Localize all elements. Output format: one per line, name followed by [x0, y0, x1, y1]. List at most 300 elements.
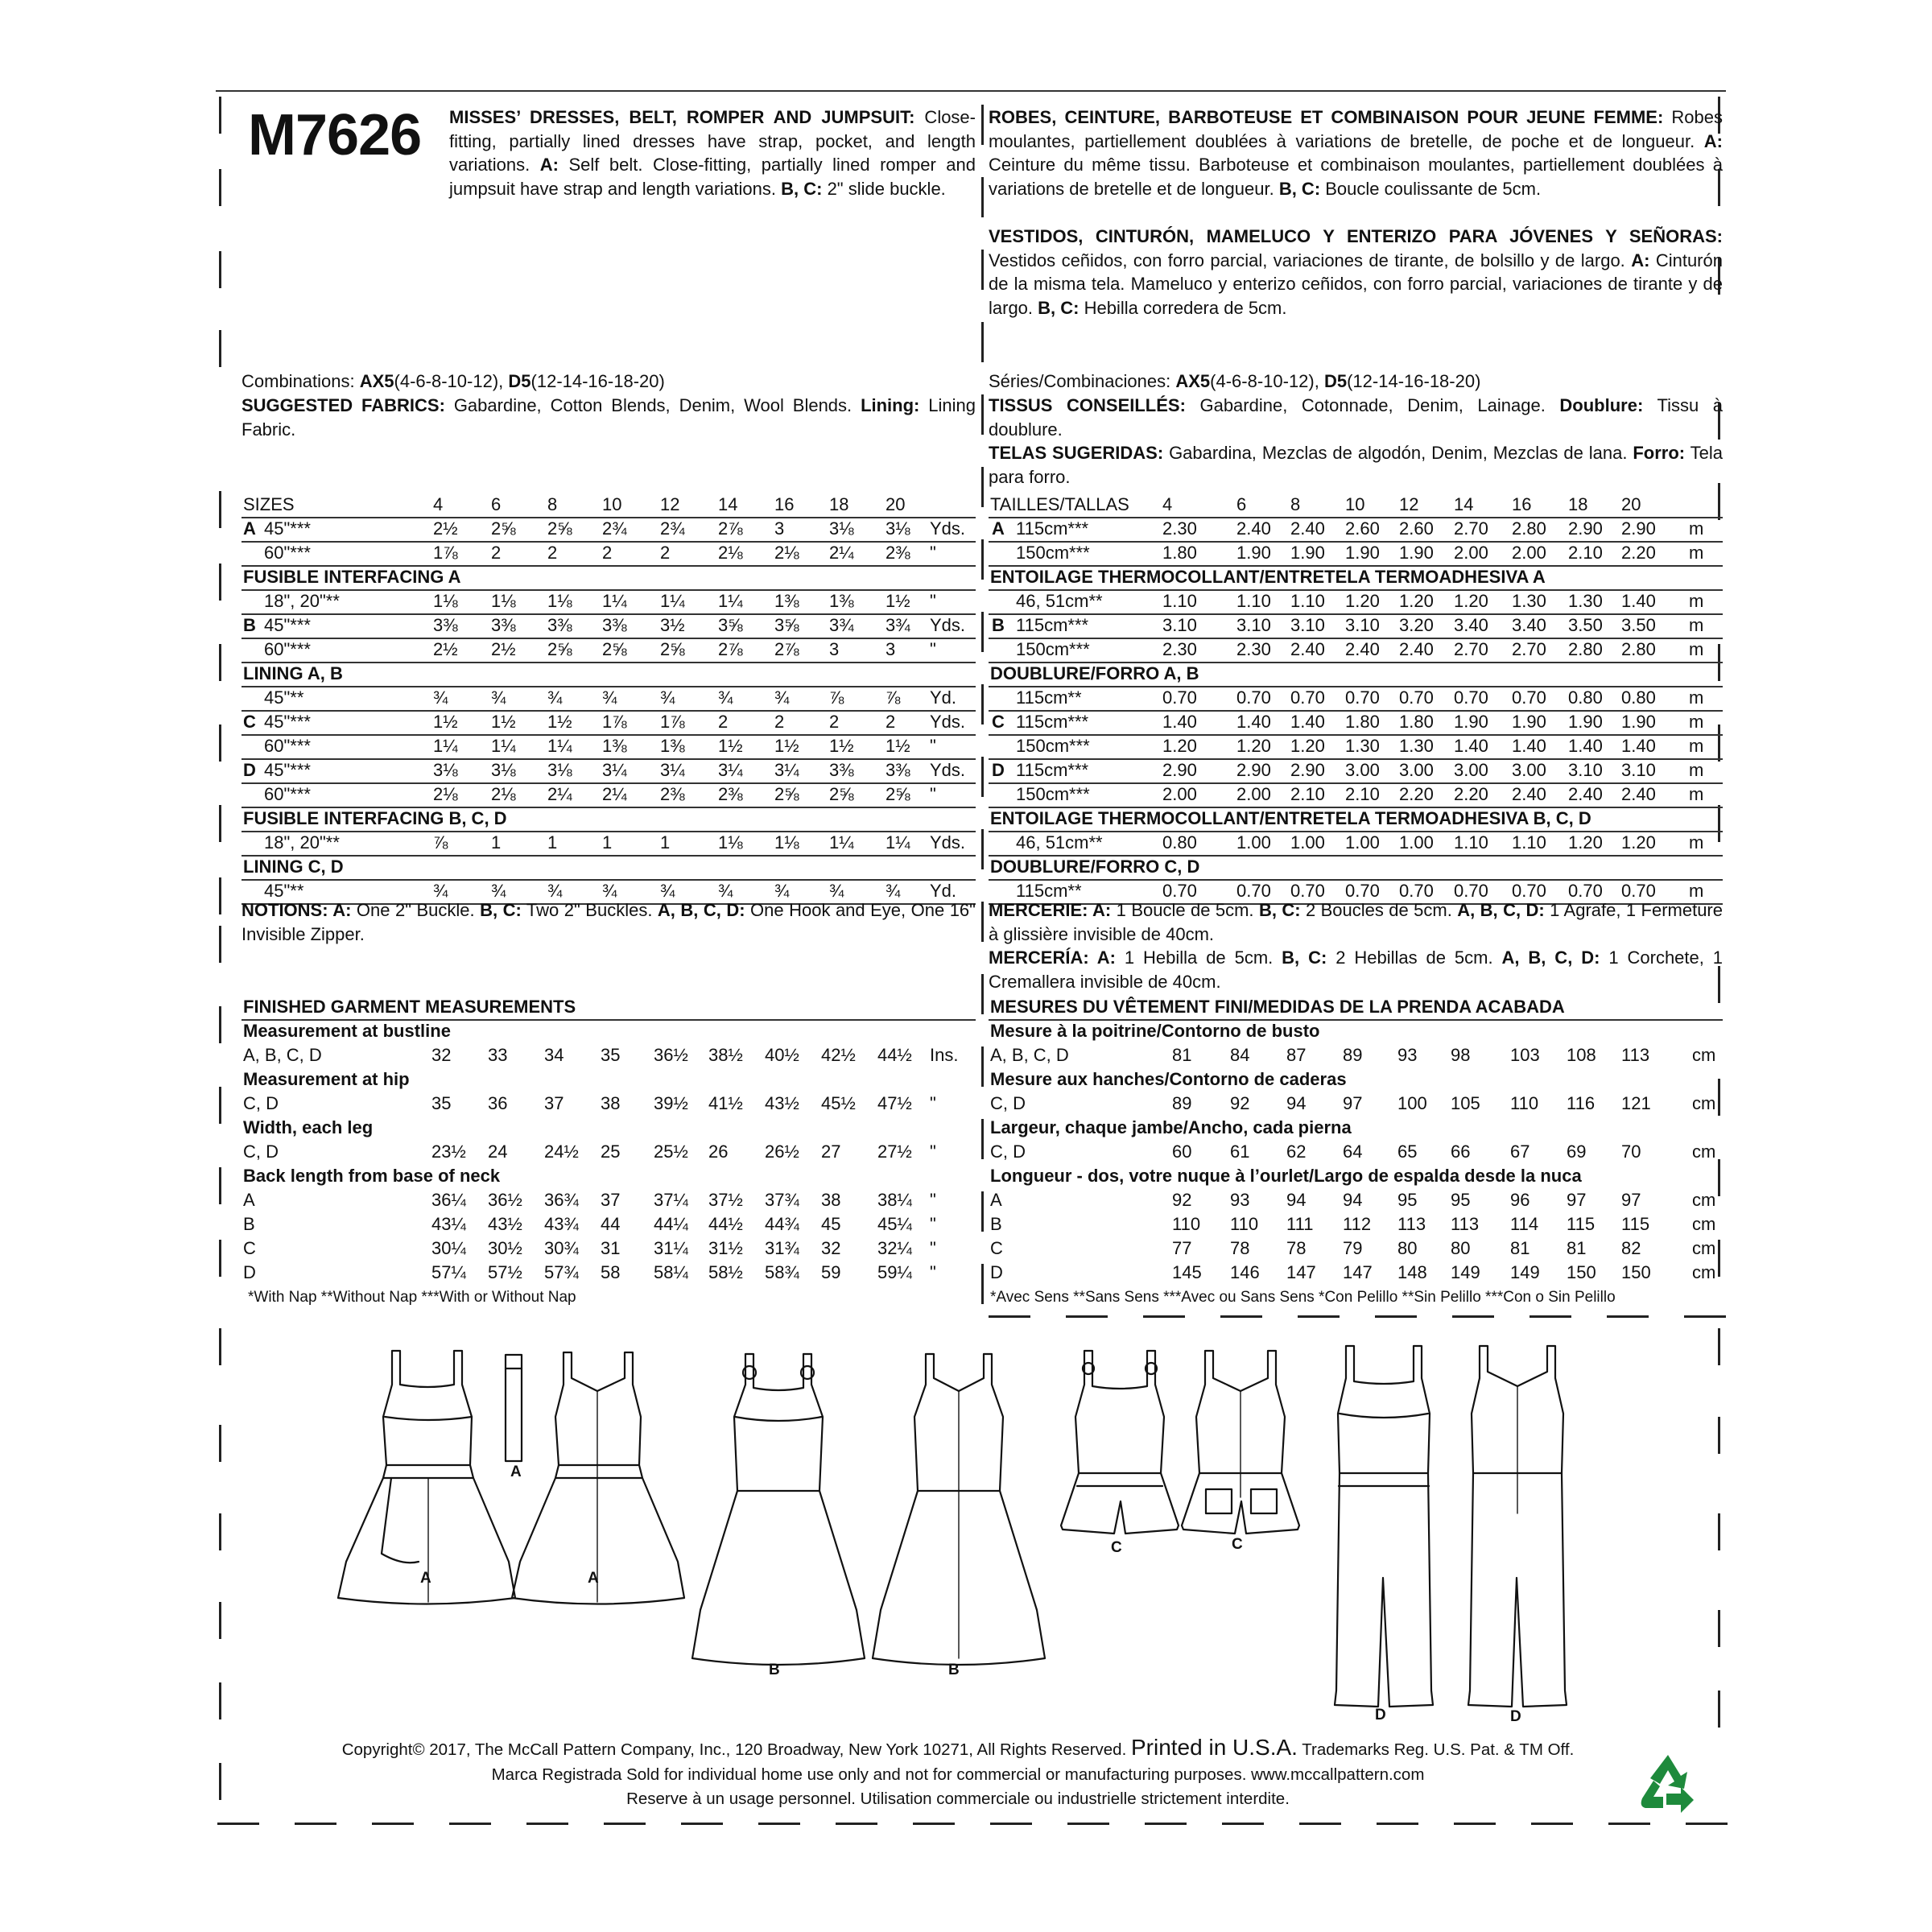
unit: m: [1689, 881, 1704, 901]
measurement-subhead: Mesure aux hanches/Contorno de caderas: [990, 1069, 1347, 1089]
measurement-cell: 61: [1230, 1141, 1250, 1162]
measurement-cell: 95: [1397, 1190, 1418, 1210]
yardage-cell: 1.80: [1399, 712, 1434, 732]
measurement-cell: 25: [601, 1141, 621, 1162]
measurement-cell: 33: [488, 1045, 508, 1065]
size-header-cell: 6: [1236, 494, 1247, 514]
bold-label: MISSES’ DRESSES, BELT, ROMPER AND JUMPSUIT:: [449, 107, 915, 127]
yardage-cell: 2.40: [1290, 639, 1325, 659]
view-letter: C: [243, 712, 256, 732]
fabric-width: 60"***: [264, 784, 311, 804]
measurement-cell: 45¼: [877, 1214, 912, 1234]
measurement-cell: 94: [1286, 1190, 1307, 1210]
yardage-cell: 1.20: [1236, 736, 1271, 756]
yardage-cell: 3⅜: [886, 760, 910, 780]
yardage-cell: 1.10: [1290, 591, 1325, 611]
yardage-cell: 2: [829, 712, 840, 732]
measurement-cell: 105: [1451, 1093, 1480, 1113]
yardage-subhead: DOUBLURE/FORRO C, D: [990, 857, 1200, 877]
yardage-cell: 2⅜: [660, 784, 685, 804]
bold-label: AX5: [1175, 371, 1211, 391]
measurement-cell: 149: [1451, 1262, 1480, 1282]
yardage-cell: 2⅝: [547, 518, 572, 539]
unit: ": [930, 639, 936, 659]
yardage-cell: 2⅛: [433, 784, 458, 804]
measurement-cell: 113: [1621, 1045, 1650, 1065]
yardage-cell: 3¾: [886, 615, 910, 635]
bold-label: MERCERÍA: A:: [989, 947, 1116, 968]
unit: ": [930, 1190, 936, 1210]
unit: ": [930, 591, 936, 611]
measurement-cell: 110: [1172, 1214, 1201, 1234]
view-a-back-dress: [512, 1352, 684, 1604]
yardage-cell: 1.00: [1290, 832, 1325, 852]
bold-label: TELAS SUGERIDAS:: [989, 443, 1164, 463]
bold-label: B, C:: [1282, 947, 1327, 968]
measurement-cell: 57¼: [431, 1262, 466, 1282]
yardage-cell: ¾: [491, 687, 506, 708]
text-segment: Séries/Combinaciones:: [989, 371, 1176, 391]
measurement-subhead: Back length from base of neck: [243, 1166, 501, 1186]
bold-label: D5: [508, 371, 531, 391]
yardage-subhead: FUSIBLE INTERFACING A: [243, 567, 461, 587]
yardage-cell: 2⅜: [718, 784, 743, 804]
size-header-cell: 18: [829, 494, 849, 514]
bold-label: A, B, C, D:: [1457, 900, 1545, 920]
view-label: C, D: [243, 1093, 279, 1113]
measurement-cell: 37: [601, 1190, 621, 1210]
measurement-cell: 43½: [488, 1214, 522, 1234]
yardage-cell: 2¼: [602, 784, 627, 804]
yardage-cell: 2: [660, 543, 671, 563]
bold-label: AX5: [359, 371, 394, 391]
view-label-b-back: B: [948, 1662, 960, 1678]
yardage-cell: 1½: [433, 712, 458, 732]
fabric-width: 60"***: [264, 543, 311, 563]
yardage-cell: 1½: [547, 712, 572, 732]
yardage-cell: 1⅞: [660, 712, 685, 732]
fabric-width: 150cm***: [1016, 543, 1090, 563]
unit: Yds.: [930, 832, 966, 852]
yardage-cell: 1¼: [660, 591, 685, 611]
fabric-width: 46, 51cm**: [1016, 832, 1103, 852]
measurement-cell: 36: [488, 1093, 508, 1113]
yardage-cell: 1½: [886, 736, 910, 756]
yardage-cell: 2⅜: [886, 543, 910, 563]
text-segment: Gabardine, Cotton Blends, Denim, Wool Blends.: [444, 395, 861, 415]
yardage-cell: 2.90: [1568, 518, 1603, 539]
measurement-cell: 30¼: [431, 1238, 466, 1258]
view-letter: D: [243, 760, 256, 780]
yardage-cell: 2.80: [1568, 639, 1603, 659]
yardage-cell: 2.90: [1236, 760, 1271, 780]
measurement-cell: 115: [1567, 1214, 1596, 1234]
yardage-cell: 1.90: [1290, 543, 1325, 563]
yardage-cell: 3¼: [602, 760, 627, 780]
yardage-cell: 1⅜: [774, 591, 799, 611]
unit: m: [1689, 760, 1704, 780]
yardage-cell: 1.20: [1345, 591, 1380, 611]
view-letter: C: [992, 712, 1005, 732]
yardage-cell: 1⅛: [433, 591, 458, 611]
measurement-cell: 44: [601, 1214, 621, 1234]
fabric-width: 115cm***: [1016, 712, 1089, 732]
view-label: C: [243, 1238, 256, 1258]
text-segment: Tissu à doublure.: [989, 395, 1723, 440]
text-segment: 2" slide buckle.: [822, 178, 946, 199]
view-label-a-belt: A: [510, 1463, 522, 1480]
text-segment: Gabardina, Mezclas de algodón, Denim, Mezclas de lana.: [1163, 443, 1633, 463]
footnote-fr: *Avec Sens **Sans Sens ***Avec ou Sans Sens *Con Pelillo **Sin Pelillo ***Con o Sin Pelillo: [990, 1289, 1616, 1306]
measurement-cell: 57½: [488, 1262, 522, 1282]
bold-label: B, C:: [480, 900, 522, 920]
yardage-cell: 2⅝: [547, 639, 572, 659]
yardage-cell: 3⅛: [547, 760, 572, 780]
yardage-cell: 0.80: [1568, 687, 1603, 708]
measurement-cell: 145: [1172, 1262, 1202, 1282]
yardage-cell: 2.30: [1162, 518, 1197, 539]
measurement-cell: 67: [1510, 1141, 1530, 1162]
yardage-cell: 1.30: [1399, 736, 1434, 756]
view-label-d-front: D: [1375, 1707, 1386, 1724]
view-label-b-front: B: [769, 1662, 780, 1678]
yardage-cell: ¾: [602, 881, 617, 901]
measurement-cell: 147: [1343, 1262, 1373, 1282]
measurement-cell: 114: [1510, 1214, 1539, 1234]
size-header-cell: 4: [433, 494, 444, 514]
yardage-cell: 2⅝: [491, 518, 516, 539]
measurement-cell: 58½: [708, 1262, 743, 1282]
text-segment: Tela para forro.: [989, 443, 1723, 487]
yardage-cell: 0.80: [1162, 832, 1197, 852]
yardage-cell: ⅞: [829, 687, 844, 708]
view-a-front-dress: [338, 1351, 515, 1604]
size-header-cell: 12: [660, 494, 680, 514]
yardage-cell: ⅞: [886, 687, 901, 708]
measurement-cell: 60: [1172, 1141, 1192, 1162]
unit: ": [930, 1093, 936, 1113]
fabric-width: 115cm**: [1016, 687, 1082, 708]
yardage-cell: 1¼: [602, 591, 627, 611]
view-label: C, D: [243, 1141, 279, 1162]
yardage-cell: 2.70: [1454, 518, 1488, 539]
size-header-cell: 20: [886, 494, 906, 514]
measurement-cell: 57¾: [544, 1262, 579, 1282]
yardage-cell: 2⅞: [774, 639, 799, 659]
yardage-cell: 1.90: [1621, 712, 1656, 732]
unit: Yds.: [930, 760, 966, 780]
yardage-cell: ¾: [660, 687, 675, 708]
measurement-cell: 23½: [431, 1141, 466, 1162]
measurement-cell: 38: [821, 1190, 841, 1210]
yardage-cell: 1.90: [1345, 543, 1380, 563]
fabric-width: 45"***: [264, 760, 311, 780]
yardage-cell: 0.70: [1236, 687, 1271, 708]
measurement-cell: 93: [1397, 1045, 1418, 1065]
yardage-cell: 1¼: [718, 591, 743, 611]
unit: m: [1689, 591, 1704, 611]
yardage-cell: 1.90: [1236, 543, 1271, 563]
measurement-cell: 35: [431, 1093, 452, 1113]
measurement-cell: 59: [821, 1262, 841, 1282]
size-header-cell: 16: [774, 494, 795, 514]
measurement-cell: 89: [1343, 1045, 1363, 1065]
measurement-cell: 44½: [877, 1045, 912, 1065]
yardage-cell: 1¼: [886, 832, 910, 852]
yardage-cell: 1.10: [1512, 832, 1546, 852]
measurement-cell: 66: [1451, 1141, 1471, 1162]
yardage-cell: 3.10: [1345, 615, 1380, 635]
yardage-cell: 3⅜: [433, 615, 458, 635]
yardage-cell: 2.00: [1512, 543, 1546, 563]
yardage-cell: 1⅜: [602, 736, 627, 756]
measurement-cell: 62: [1286, 1141, 1307, 1162]
yardage-cell: ¾: [491, 881, 506, 901]
measurement-cell: 59¼: [877, 1262, 912, 1282]
yardage-cell: 2½: [433, 639, 458, 659]
yardage-cell: 1.30: [1512, 591, 1546, 611]
measurement-cell: 94: [1343, 1190, 1363, 1210]
measurement-cell: 37¾: [765, 1190, 799, 1210]
yardage-subhead: LINING C, D: [243, 857, 344, 877]
yardage-cell: 1.30: [1345, 736, 1380, 756]
yardage-cell: 1.40: [1512, 736, 1546, 756]
text-segment: Robes moulantes, partiellement doublées à variations de bretelle, de poche et de longueur.: [989, 107, 1723, 151]
yardage-cell: 2⅝: [886, 784, 910, 804]
measurement-cell: 110: [1230, 1214, 1259, 1234]
bold-label: SUGGESTED FABRICS:: [242, 395, 445, 415]
yardage-cell: 2¼: [829, 543, 854, 563]
text-segment: Gabardine, Cotonnade, Denim, Lainage.: [1185, 395, 1560, 415]
yardage-cell: 2.00: [1236, 784, 1271, 804]
measurement-cell: 31½: [708, 1238, 743, 1258]
yardage-cell: 2.40: [1568, 784, 1603, 804]
unit: m: [1689, 736, 1704, 756]
yardage-cell: 2.40: [1621, 784, 1656, 804]
measurement-cell: 26: [708, 1141, 729, 1162]
yardage-cell: 3.50: [1621, 615, 1656, 635]
pattern-number: M7626: [248, 103, 422, 167]
view-label: A, B, C, D: [990, 1045, 1069, 1065]
yardage-cell: 1¼: [433, 736, 458, 756]
yardage-cell: 1½: [886, 591, 910, 611]
yardage-cell: ¾: [547, 687, 563, 708]
yardage-cell: 2½: [433, 518, 458, 539]
text-segment: Boucle coulissante de 5cm.: [1320, 178, 1542, 199]
view-label: D: [243, 1262, 256, 1282]
text-segment: (4-6-8-10-12),: [1210, 371, 1324, 391]
unit: cm: [1692, 1190, 1716, 1210]
yardage-cell: ¾: [602, 687, 617, 708]
bold-label: Doublure:: [1559, 395, 1644, 415]
yardage-cell: 1½: [491, 712, 516, 732]
yardage-cell: 1⅞: [602, 712, 627, 732]
yardage-cell: 1.20: [1399, 591, 1434, 611]
measurement-cell: 96: [1510, 1190, 1530, 1210]
bold-label: VESTIDOS, CINTURÓN, MAMELUCO Y ENTERIZO PARA JÓVENES Y SEÑORAS:: [989, 226, 1723, 246]
yardage-cell: 2.90: [1162, 760, 1197, 780]
copyright-text: Copyright© 2017, The McCall Pattern Company, Inc., 120 Broadway, New York 10271, All Rights Reserved.: [341, 1740, 1127, 1759]
yardage-cell: 3½: [660, 615, 685, 635]
view-label-d-back: D: [1510, 1708, 1521, 1725]
measurement-cell: 112: [1343, 1214, 1372, 1234]
fabric-width: 150cm***: [1016, 784, 1090, 804]
yardage-cell: 2¾: [602, 518, 627, 539]
measurement-cell: 97: [1567, 1190, 1587, 1210]
footnote-en: *With Nap **Without Nap ***With or Without Nap: [248, 1289, 576, 1306]
bold-label: TISSUS CONSEILLÉS:: [989, 395, 1186, 415]
yardage-cell: 3.10: [1621, 760, 1656, 780]
unit: Yds.: [930, 712, 966, 732]
yardage-cell: 1.00: [1345, 832, 1380, 852]
view-label: C, D: [990, 1093, 1026, 1113]
yardage-cell: 3⅛: [829, 518, 854, 539]
yardage-cell: 1.90: [1399, 543, 1434, 563]
measurement-subhead: Mesure à la poitrine/Contorno de busto: [990, 1021, 1320, 1041]
text-segment: One Hook and Eye, One 16" Invisible Zipper.: [242, 900, 976, 944]
view-label-a-front: A: [420, 1570, 431, 1587]
view-label: D: [990, 1262, 1003, 1282]
view-c-front-romper: [1061, 1351, 1179, 1534]
yardage-cell: 2.80: [1512, 518, 1546, 539]
bold-label: A:: [539, 155, 559, 175]
yardage-cell: 2⅞: [718, 639, 743, 659]
yardage-cell: 0.70: [1290, 687, 1325, 708]
yardage-cell: 1.40: [1454, 736, 1488, 756]
yardage-cell: 0.70: [1621, 881, 1656, 901]
measurement-subhead: Width, each leg: [243, 1117, 374, 1137]
measurement-subhead: Measurement at hip: [243, 1069, 410, 1089]
measurement-cell: 81: [1172, 1045, 1192, 1065]
measurement-cell: 30¾: [544, 1238, 579, 1258]
yardage-cell: 3⅛: [886, 518, 910, 539]
measurement-cell: 42½: [821, 1045, 856, 1065]
measurement-cell: 32: [431, 1045, 452, 1065]
yardage-cell: 0.70: [1454, 881, 1488, 901]
measurement-cell: 34: [544, 1045, 564, 1065]
view-c-back-romper: [1182, 1351, 1299, 1534]
yardage-cell: 1.40: [1162, 712, 1197, 732]
unit: cm: [1692, 1093, 1716, 1113]
reserve-line: Reserve à un usage personnel. Utilisation commerciale ou industrielle strictement interdite.: [626, 1790, 1290, 1808]
size-header-cell: 8: [1290, 494, 1301, 514]
measurement-cell: 78: [1230, 1238, 1250, 1258]
yardage-cell: 2: [491, 543, 502, 563]
measurement-cell: 43½: [765, 1093, 799, 1113]
fabric-width: 150cm***: [1016, 639, 1090, 659]
text-segment: Close-fitting, partially lined dresses have strap, pocket, and length variations.: [449, 107, 976, 175]
bold-label: Lining:: [861, 395, 920, 415]
yardage-cell: 3.40: [1512, 615, 1546, 635]
yardage-cell: 2⅞: [718, 518, 743, 539]
measurement-cell: 149: [1510, 1262, 1540, 1282]
measurement-cell: 80: [1397, 1238, 1418, 1258]
yardage-cell: 2¼: [547, 784, 572, 804]
view-label-a-back: A: [588, 1570, 599, 1587]
yardage-subhead: DOUBLURE/FORRO A, B: [990, 663, 1199, 683]
yardage-cell: 3: [829, 639, 840, 659]
trademark-text: Trademarks Reg. U.S. Pat. & TM Off.: [1302, 1740, 1575, 1759]
measurement-cell: 43¾: [544, 1214, 579, 1234]
yardage-cell: 2⅝: [829, 784, 854, 804]
yardage-cell: 0.70: [1345, 881, 1380, 901]
view-label: C: [990, 1238, 1003, 1258]
measurement-cell: 113: [1397, 1214, 1426, 1234]
bold-label: D5: [1323, 371, 1348, 391]
yardage-cell: 1.20: [1568, 832, 1603, 852]
text-segment: 2 Boucles de 5cm.: [1300, 900, 1458, 920]
yardage-cell: 3.10: [1162, 615, 1197, 635]
yardage-cell: 2.40: [1512, 784, 1546, 804]
yardage-cell: 2: [547, 543, 558, 563]
measurement-cell: 47½: [877, 1093, 912, 1113]
unit: ": [930, 1262, 936, 1282]
measurement-cell: 36½: [488, 1190, 522, 1210]
yardage-cell: 0.70: [1512, 881, 1546, 901]
yardage-cell: 2: [718, 712, 729, 732]
yardage-cell: 1: [602, 832, 613, 852]
yardage-cell: 0.70: [1162, 881, 1197, 901]
yardage-cell: 0.70: [1568, 881, 1603, 901]
size-header-cell: 14: [1454, 494, 1474, 514]
yardage-cell: 1½: [829, 736, 854, 756]
measurement-cell: 65: [1397, 1141, 1418, 1162]
yardage-cell: ¾: [886, 881, 901, 901]
size-header-cell: 12: [1399, 494, 1419, 514]
yardage-cell: 3.00: [1345, 760, 1380, 780]
view-d-front-jumpsuit: [1335, 1346, 1433, 1707]
bold-label: A:: [1703, 130, 1723, 151]
yardage-cell: 2.10: [1568, 543, 1603, 563]
yardage-cell: 3.00: [1454, 760, 1488, 780]
yardage-cell: ⅞: [433, 832, 448, 852]
measurement-cell: 27½: [877, 1141, 912, 1162]
fabric-width: 18", 20"**: [264, 591, 340, 611]
unit: cm: [1692, 1214, 1716, 1234]
measurements-title: MESURES DU VÊTEMENT FINI/MEDIDAS DE LA PRENDA ACABADA: [990, 997, 1565, 1017]
text-segment: 1 Boucle de 5cm.: [1111, 900, 1259, 920]
fabric-width: 46, 51cm**: [1016, 591, 1103, 611]
measurement-cell: 148: [1397, 1262, 1427, 1282]
bold-label: B, C:: [781, 178, 823, 199]
unit: m: [1689, 784, 1704, 804]
measurement-cell: 58¼: [654, 1262, 688, 1282]
measurement-cell: 98: [1451, 1045, 1471, 1065]
unit: Ins.: [930, 1045, 959, 1065]
yardage-cell: 1.20: [1621, 832, 1656, 852]
yardage-cell: 2.40: [1399, 639, 1434, 659]
bold-label: A, B, C, D:: [657, 900, 745, 920]
yardage-cell: 1½: [774, 736, 799, 756]
size-header-cell: 4: [1162, 494, 1173, 514]
yardage-cell: 3¼: [660, 760, 685, 780]
measurement-cell: 77: [1172, 1238, 1192, 1258]
yardage-cell: 1.00: [1399, 832, 1434, 852]
text-segment: 1 Corchete, 1 Cremallera invisible de 40cm.: [989, 947, 1724, 992]
unit: ": [930, 736, 936, 756]
measurement-cell: 32¼: [877, 1238, 912, 1258]
measurement-cell: 113: [1451, 1214, 1480, 1234]
measurement-cell: 111: [1286, 1214, 1314, 1234]
yardage-cell: 0.70: [1454, 687, 1488, 708]
unit: Yd.: [930, 687, 957, 708]
measurement-cell: 41½: [708, 1093, 743, 1113]
yardage-cell: 2½: [491, 639, 516, 659]
measurement-cell: 84: [1230, 1045, 1250, 1065]
yardage-cell: ¾: [547, 881, 563, 901]
measurement-cell: 43¼: [431, 1214, 466, 1234]
unit: cm: [1692, 1238, 1716, 1258]
